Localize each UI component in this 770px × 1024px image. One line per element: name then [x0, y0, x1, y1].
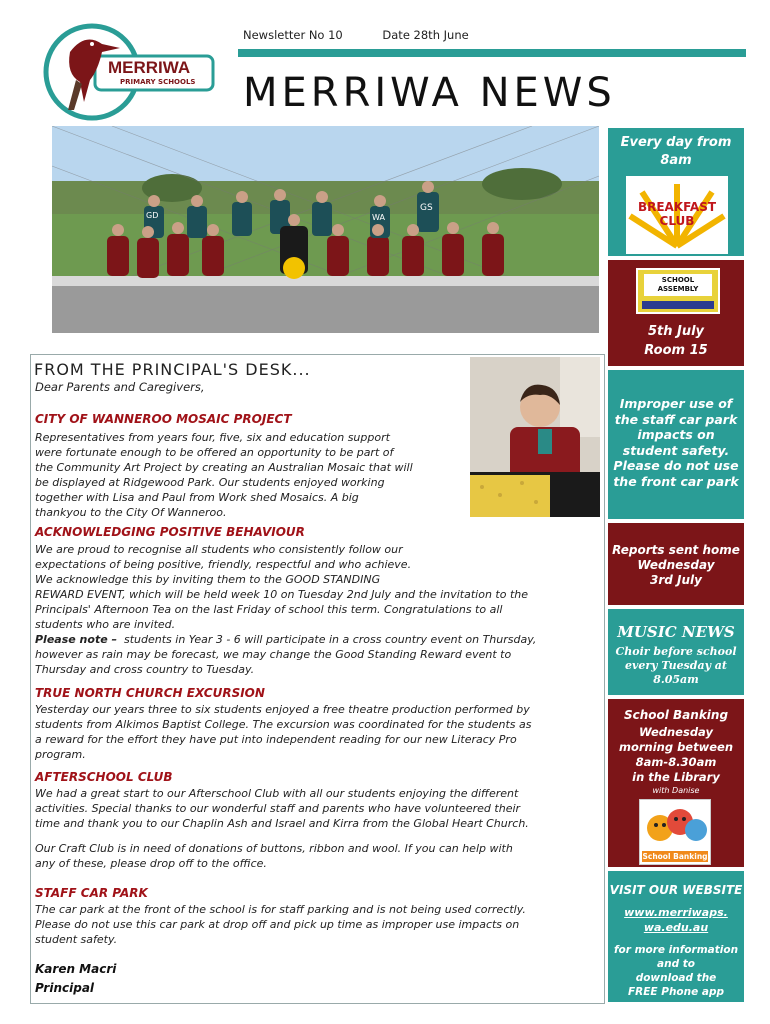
reports-box: Reports sent home Wednesday 3rd July: [606, 521, 746, 607]
assembly-date: 5th July: [647, 324, 705, 339]
netball-team-photo: [52, 126, 599, 333]
church-heading: TRUE NORTH CHURCH EXCURSION: [35, 686, 265, 700]
breakfast-club-box: [606, 126, 746, 258]
website-link[interactable]: www.merriwaps. wa.edu.au: [624, 906, 728, 934]
bib-left: GD: [146, 211, 159, 220]
music-news-title: MUSIC NEWS: [617, 623, 735, 641]
principal-title: Principal: [35, 981, 95, 995]
assembly-logo-word-2: ASSEMBLY: [657, 285, 699, 293]
newsletter-meta: [243, 28, 505, 42]
header-rule: [238, 49, 746, 57]
signature: [35, 960, 116, 998]
website-title: VISIT OUR WEBSITE: [609, 883, 743, 897]
website-box: VISIT OUR WEBSITE www.merriwaps. wa.edu.au for more information and to download the FREE Phone app: [606, 869, 746, 1004]
please-note-label: Please note –: [35, 633, 117, 646]
school-banking-box: School Banking Wednesday morning between 8am-8.30am in the Library with Danise School Banking: [606, 697, 746, 869]
student-photo-image: [470, 357, 600, 517]
bib-right: WA: [372, 213, 385, 222]
banking-title: School Banking: [623, 708, 729, 722]
team-photo-image: [52, 126, 599, 333]
school-banking-logo: [639, 799, 711, 865]
salutation: Dear Parents and Caregivers,: [35, 380, 205, 394]
mosaic-heading: CITY OF WANNEROO MOSAIC PROJECT: [35, 412, 292, 426]
church-text: Yesterday our years three to six students enjoyed a free theatre production performed by students from Alkimos Baptist College. The excursion was coordinated for the students as a reward for the effort they have put into independent reading for our new Literacy Pro program.: [35, 703, 532, 761]
carpark-heading: STAFF CAR PARK: [35, 886, 148, 900]
behaviour-text: We are proud to recognise all students who consistently follow our expectations of being positive, friendly, respectful and who achieve. We acknowledge this by inviting them to the GOOD STANDING REWARD EVENT, which will be held week 10 on Tuesday 2nd July and the invitation to the Principals' Afternoon Tea on the last Friday of school this term. Congratulations to all students who are invited. Please note – students in Year 3 - 6 will participate in a cross country event on Thursday, however as rain may be forecast, we may change the Good Standing Reward event to Thursday and cross country to Tuesday.: [35, 543, 537, 676]
section-title: FROM THE PRINCIPAL'S DESK...: [34, 360, 311, 379]
behaviour-heading: ACKNOWLEDGING POSITIVE BEHAVIOUR: [35, 525, 305, 539]
breakfast-line-1: Every day from: [620, 135, 732, 150]
banking-with: with Danise: [652, 786, 700, 795]
assembly-box: [606, 258, 746, 368]
student-mosaic-photo: [470, 357, 600, 517]
banking-characters-icon: [640, 800, 712, 852]
assembly-logo-word-1: SCHOOL: [661, 276, 695, 284]
music-news-box: MUSIC NEWS Choir before school every Tuesday at 8.05am: [606, 607, 746, 697]
principal-name: Karen Macri: [35, 962, 117, 976]
school-logo: [40, 22, 215, 122]
logo-subtitle: PRIMARY SCHOOLS: [120, 78, 196, 86]
breakfast-logo-word-1: BREAKFAST: [637, 200, 717, 214]
afterschool-text: We had a great start to our Afterschool Club with all our students enjoying the different activities. Special thanks to our wonderful staff and parents who have volunteered their time and thank you to our Chaplin Ash and Israel and Kirra from the Global Heart Church.: [35, 787, 529, 830]
mosaic-text: Representatives from years four, five, six and education support were fortunate enough to be offered an opportunity to be part of the Community Art Project by creating an Australian Mosaic that will be displayed at Ridgewood Park. Our students enjoyed working together with Lisa and Paul from Work shed Mosaics. A big thankyou to the City Of Wanneroo.: [35, 431, 413, 519]
newsletter-number: Newsletter No 10: [243, 28, 343, 42]
assembly-room: Room 15: [644, 343, 708, 358]
breakfast-logo-word-2: CLUB: [659, 214, 695, 228]
logo-name: MERRIWA: [108, 58, 191, 77]
craft-club-text: Our Craft Club is in need of donations of buttons, ribbon and wool. If you can help with any of these, please drop off to the office.: [35, 842, 513, 870]
banking-logo-label: School Banking: [642, 852, 708, 861]
carpark-notice-box: Improper use of the staff car park impacts on student safety. Please do not use the front car park: [606, 368, 746, 521]
breakfast-line-2: 8am: [660, 153, 692, 168]
carpark-text: The car park at the front of the school is for staff parking and is not being used correctly. Please do not use this car park at drop off and pick up time as improper use impacts on student safety.: [35, 903, 526, 946]
page-title: MERRIWA NEWS: [243, 70, 616, 116]
school-assembly-logo: [636, 268, 720, 314]
newsletter-date: Date 28th June: [382, 28, 469, 42]
breakfast-club-logo: [626, 176, 728, 254]
afterschool-heading: AFTERSCHOOL CLUB: [35, 770, 173, 784]
bib-center: GS: [420, 203, 433, 213]
